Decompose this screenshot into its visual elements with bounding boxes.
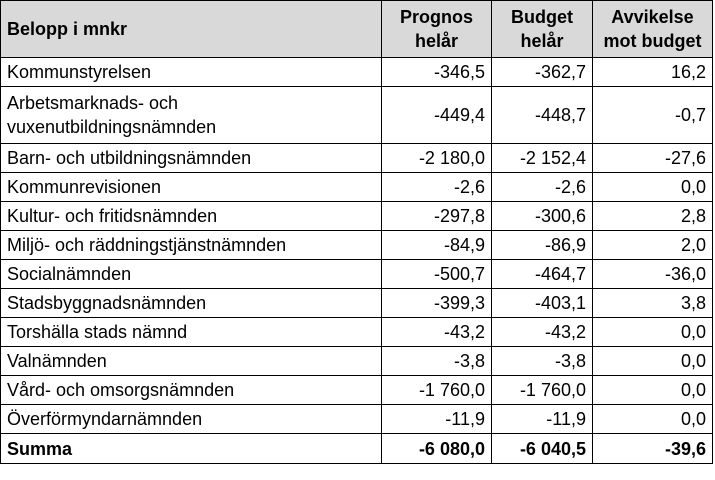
table-row (1, 260, 713, 289)
row-forecast: -500,7 (382, 260, 492, 289)
table-row (1, 58, 713, 87)
row-deviation: 0,0 (593, 173, 713, 202)
row-deviation: 0,0 (593, 347, 713, 376)
row-budget: -362,7 (492, 58, 593, 87)
row-name: Stadsbyggnadsnämnden (1, 289, 382, 318)
header-budget-line1: Budget (511, 7, 573, 27)
row-forecast: -346,5 (382, 58, 492, 87)
header-forecast (382, 1, 492, 58)
row-forecast: -399,3 (382, 289, 492, 318)
row-budget: -300,6 (492, 202, 593, 231)
row-budget: -2,6 (492, 173, 593, 202)
row-forecast: -11,9 (382, 405, 492, 434)
header-deviation (593, 1, 713, 58)
row-deviation: -0,7 (593, 87, 713, 144)
total-deviation: -39,6 (593, 434, 713, 464)
row-forecast: -1 760,0 (382, 376, 492, 405)
row-budget: -43,2 (492, 318, 593, 347)
row-deviation: 16,2 (593, 58, 713, 87)
row-deviation: 3,8 (593, 289, 713, 318)
header-deviation-line2: mot budget (603, 31, 702, 51)
row-forecast: -84,9 (382, 231, 492, 260)
table-row (1, 405, 713, 434)
header-deviation-line1: Avvikelse (611, 7, 694, 27)
row-name: Överförmyndarnämnden (1, 405, 382, 434)
row-deviation: 0,0 (593, 318, 713, 347)
row-name: Torshälla stads nämnd (1, 318, 382, 347)
row-name: Kultur- och fritidsnämnden (1, 202, 382, 231)
row-budget: -86,9 (492, 231, 593, 260)
header-row (1, 1, 713, 58)
table-row (1, 289, 713, 318)
row-deviation: 0,0 (593, 405, 713, 434)
table-row (1, 144, 713, 173)
total-row (1, 434, 713, 464)
header-forecast-line1: Prognos (399, 7, 473, 27)
table-row (1, 318, 713, 347)
row-name: Barn- och utbildningsnämnden (1, 144, 382, 173)
header-budget (492, 1, 593, 58)
table-row (1, 347, 713, 376)
row-budget: -464,7 (492, 260, 593, 289)
header-budget-line2: helår (520, 31, 564, 51)
row-name-line1: Arbetsmarknads- och (7, 93, 179, 113)
row-budget: -2 152,4 (492, 144, 593, 173)
header-forecast-line2: helår (414, 31, 459, 51)
total-forecast: -6 080,0 (382, 434, 492, 464)
row-deviation: 2,8 (593, 202, 713, 231)
row-budget: -448,7 (492, 87, 593, 144)
row-forecast: -43,2 (382, 318, 492, 347)
table-row (1, 173, 713, 202)
table-row (1, 87, 713, 144)
row-forecast: -2 180,0 (382, 144, 492, 173)
row-deviation: -36,0 (593, 260, 713, 289)
row-budget: -11,9 (492, 405, 593, 434)
row-deviation: 2,0 (593, 231, 713, 260)
row-name: Valnämnden (1, 347, 382, 376)
total-label: Summa (1, 434, 382, 464)
header-amount: Belopp i mnkr (1, 1, 382, 58)
row-forecast: -3,8 (382, 347, 492, 376)
row-name: Kommunrevisionen (1, 173, 382, 202)
row-deviation: 0,0 (593, 376, 713, 405)
total-budget: -6 040,5 (492, 434, 593, 464)
row-name: Miljö- och räddningstjänstnämnden (1, 231, 382, 260)
row-budget: -3,8 (492, 347, 593, 376)
row-forecast: -2,6 (382, 173, 492, 202)
row-forecast: -449,4 (382, 87, 492, 144)
row-budget: -1 760,0 (492, 376, 593, 405)
row-name: Kommunstyrelsen (1, 58, 382, 87)
row-budget: -403,1 (492, 289, 593, 318)
row-name-line2: vuxenutbildningsnämnden (7, 117, 217, 137)
row-name (1, 87, 382, 144)
table-row (1, 231, 713, 260)
table-row (1, 376, 713, 405)
row-deviation: -27,6 (593, 144, 713, 173)
table-row (1, 202, 713, 231)
row-forecast: -297,8 (382, 202, 492, 231)
row-name: Socialnämnden (1, 260, 382, 289)
row-name: Vård- och omsorgsnämnden (1, 376, 382, 405)
table-body (1, 58, 713, 464)
